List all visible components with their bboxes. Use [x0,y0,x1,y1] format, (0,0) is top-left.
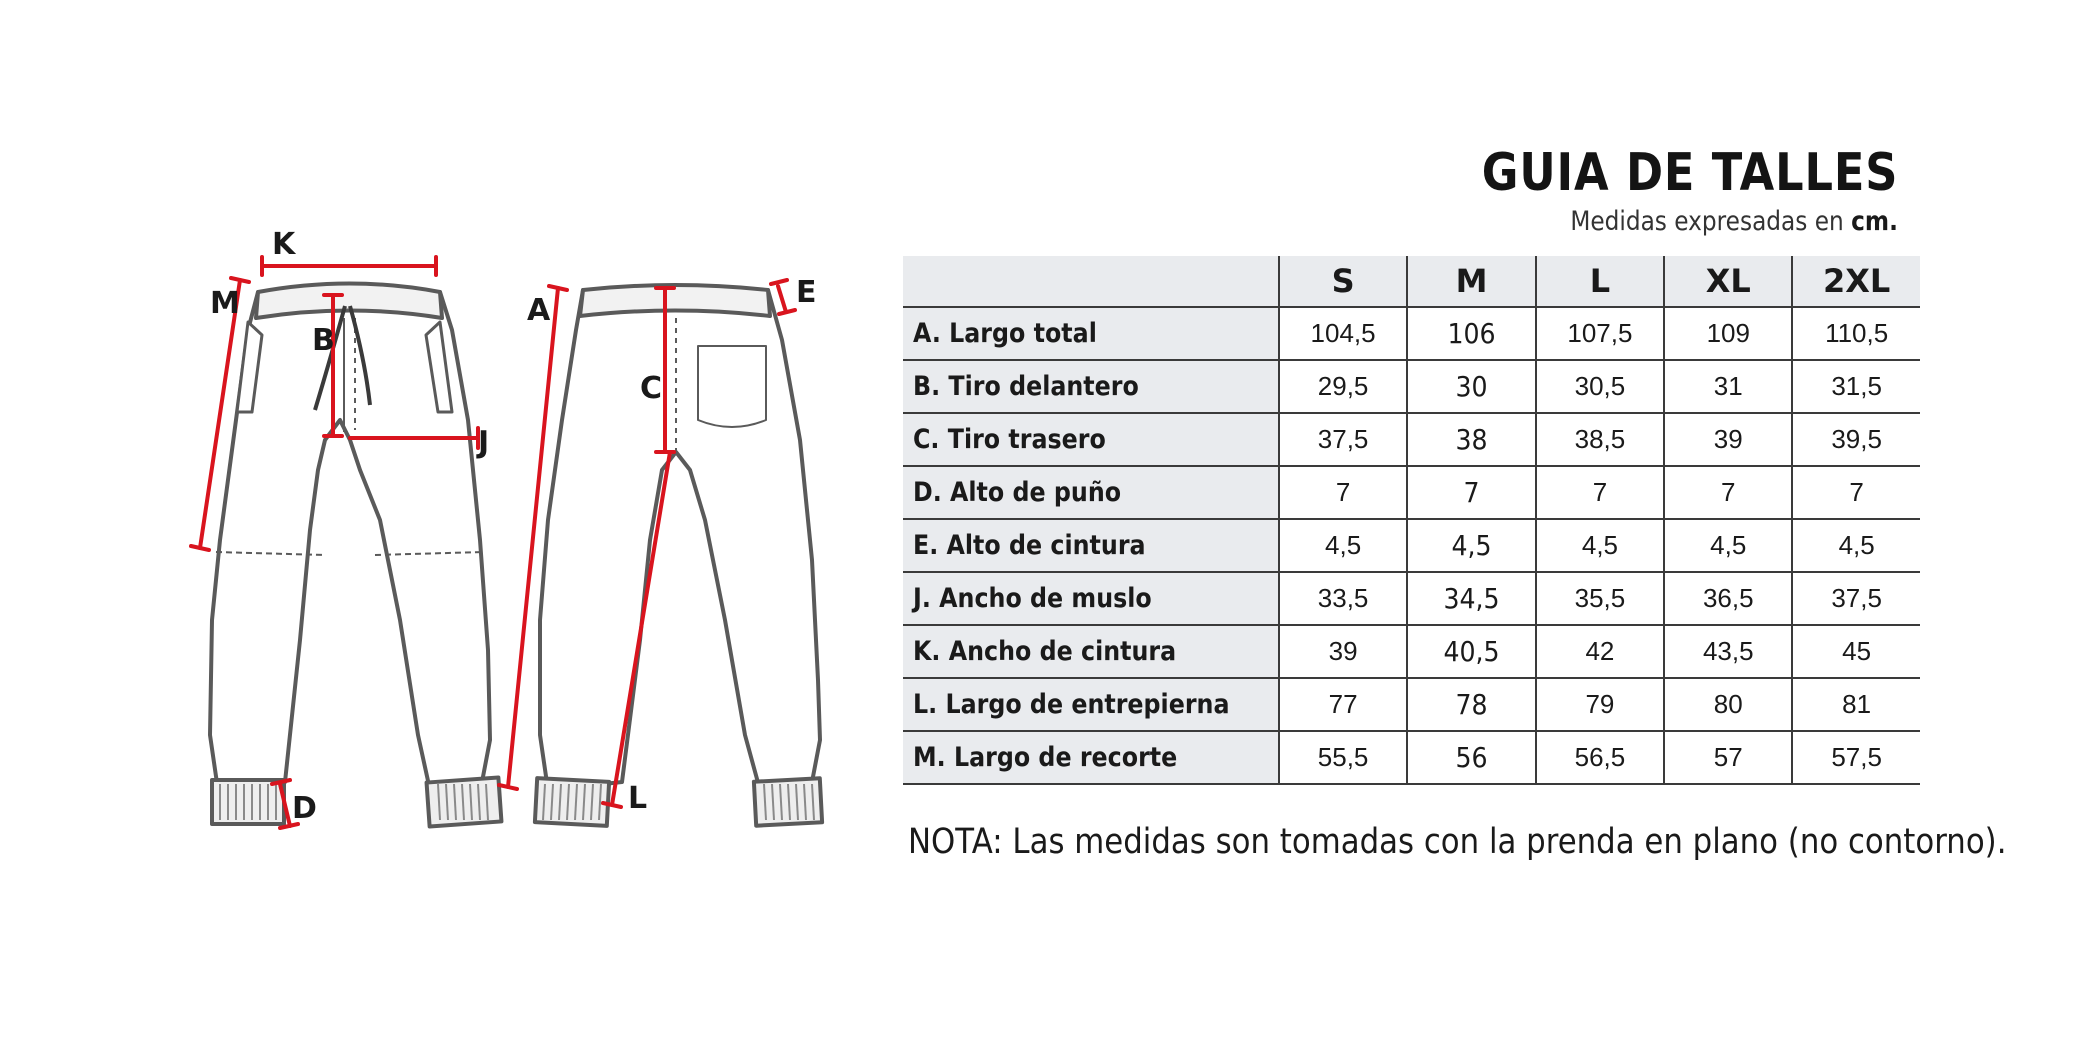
table-cell: 57 [1664,731,1792,784]
row-label [903,413,1279,466]
table-cell: 4,5 [1407,519,1535,572]
size-table-body [903,307,1920,784]
table-cell: 4,5 [1279,519,1408,572]
table-cell: 7 [1536,466,1665,519]
table-row [903,519,1920,572]
table-cell: 4,5 [1664,519,1792,572]
table-cell: 56 [1407,731,1535,784]
table-cell: 43,5 [1664,625,1792,678]
table-cell: 79 [1536,678,1665,731]
row-label [903,625,1279,678]
table-cell: 106 [1407,307,1535,360]
table-cell: 55,5 [1279,731,1408,784]
row-label [903,466,1279,519]
table-row [903,466,1920,519]
table-cell: 31,5 [1792,360,1920,413]
row-label [903,360,1279,413]
table-cell: 38,5 [1536,413,1665,466]
size-header-row [903,256,1920,307]
table-row [903,572,1920,625]
size-header: XL [1664,256,1792,307]
label-b: B [312,323,335,358]
table-cell: 29,5 [1279,360,1408,413]
front-pants [210,284,501,827]
row-label-text: D. Alto de puño [913,477,1122,508]
table-cell: 7 [1664,466,1792,519]
row-label [903,519,1279,572]
size-table [903,256,1920,785]
table-cell: 110,5 [1792,307,1920,360]
note-text: : Las medidas son tomadas con la prenda en plano (no contorno). [992,822,2007,862]
table-cell: 7 [1279,466,1408,519]
size-header: 2XL [1792,256,1920,307]
row-label-text: C. Tiro trasero [913,424,1106,455]
table-row [903,307,1920,360]
table-row [903,731,1920,784]
table-cell: 77 [1279,678,1408,731]
table-cell: 7 [1407,466,1535,519]
table-cell: 38 [1407,413,1535,466]
row-label [903,572,1279,625]
table-cell: 36,5 [1664,572,1792,625]
row-label-text: J. Ancho de muslo [913,583,1152,614]
table-cell: 107,5 [1536,307,1665,360]
label-c: C [640,371,663,406]
table-cell: 109 [1664,307,1792,360]
label-d: D [292,791,317,826]
row-label-text: E. Alto de cintura [913,530,1146,561]
label-l: L [628,781,648,816]
table-cell: 42 [1536,625,1665,678]
label-k: K [272,227,296,262]
table-cell: 40,5 [1407,625,1535,678]
table-cell: 35,5 [1536,572,1665,625]
row-label-text: A. Largo total [913,318,1097,349]
row-label [903,307,1279,360]
row-label [903,678,1279,731]
label-e: E [796,275,817,310]
table-cell: 39 [1279,625,1408,678]
subtitle-text: Medidas expresadas en [1570,206,1844,237]
table-cell: 31 [1664,360,1792,413]
row-label-text: B. Tiro delantero [913,371,1139,402]
table-cell: 30 [1407,360,1535,413]
table-cell: 39,5 [1792,413,1920,466]
note-bold: NOTA [908,822,993,862]
table-row [903,360,1920,413]
page-title: GUIA DE TALLES [1481,143,1898,203]
table-cell: 33,5 [1279,572,1408,625]
table-cell: 80 [1664,678,1792,731]
size-header: S [1279,256,1408,307]
table-row [903,413,1920,466]
row-label-text: K. Ancho de cintura [913,636,1177,667]
table-cell: 7 [1792,466,1920,519]
table-cell: 37,5 [1279,413,1408,466]
size-header: L [1536,256,1665,307]
note [908,822,2006,862]
table-row [903,625,1920,678]
row-label-text: L. Largo de entrepierna [913,689,1230,720]
page-subtitle [1570,206,1898,237]
back-pants [535,285,822,826]
table-cell: 30,5 [1536,360,1665,413]
table-cell: 45 [1792,625,1920,678]
subtitle-unit: cm. [1851,206,1898,237]
table-cell: 4,5 [1536,519,1665,572]
label-a: A [527,293,551,328]
table-cell: 81 [1792,678,1920,731]
table-cell: 56,5 [1536,731,1665,784]
table-cell: 34,5 [1407,572,1535,625]
label-j: J [478,425,490,460]
row-label-text: M. Largo de recorte [913,742,1178,773]
table-row [903,678,1920,731]
label-m: M [210,286,240,321]
size-header: M [1407,256,1535,307]
table-cell: 4,5 [1792,519,1920,572]
table-cell: 57,5 [1792,731,1920,784]
table-cell: 104,5 [1279,307,1408,360]
table-cell: 78 [1407,678,1535,731]
row-label [903,731,1279,784]
table-cell: 39 [1664,413,1792,466]
header-blank-cell [903,256,1279,307]
table-cell: 37,5 [1792,572,1920,625]
